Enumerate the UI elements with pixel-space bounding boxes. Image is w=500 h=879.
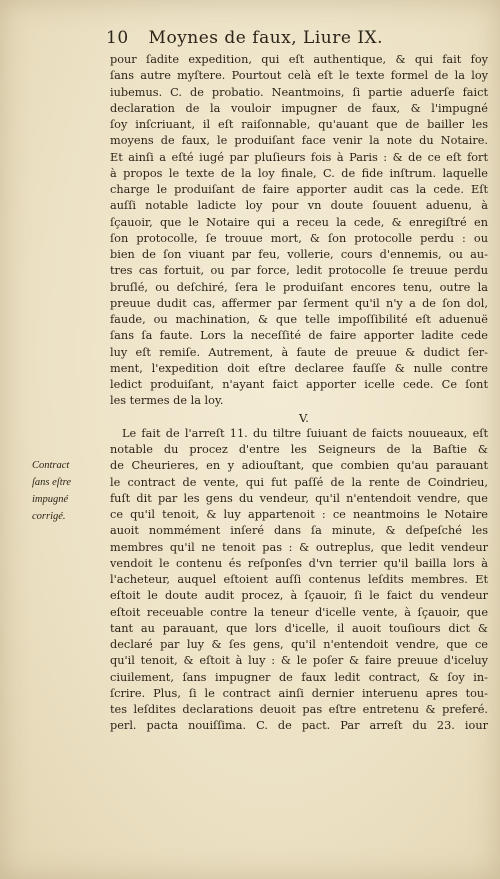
text-line: moyens de faux, le produiſant face venir la note du Notaire. xyxy=(110,134,488,148)
text-line: luy eſt remiſe. Autrement, à faute de preuue & dudict ſer- xyxy=(110,345,488,359)
margin-note-line: corrigé. xyxy=(32,511,66,522)
text-line: l'acheteur, auquel eſtoient auſſi contenus leſdits membres. Et xyxy=(110,573,488,586)
page-number: 10 xyxy=(106,28,129,48)
text-line: les termes de la loy. xyxy=(110,394,224,408)
text-line: declaré par luy & ſes gens, qu'il n'entendoit vendre, que ce xyxy=(110,638,488,651)
text-line: à propos le texte de la loy finale, C. de fide inſtrum. laquelle xyxy=(110,166,488,180)
text-line: faude, ou machination, & que telle impoſſibilité eſt aduenuë xyxy=(110,313,488,326)
text-line: perl. pacta nouiſſima. C. de pact. Par arreſt du 23. iour xyxy=(110,719,488,733)
text-line: ledict produiſant, n'ayant faict apporter icelle cede. Ce ſont xyxy=(110,378,488,391)
text-line: Et ainſi a eſté iugé par pluſieurs fois à Paris : & de ce eſt fort xyxy=(110,150,488,164)
text-line: Le fait de l'arreſt 11. du tiltre ſuiuant de faicts nouueaux, eſt xyxy=(122,426,488,440)
text-line: bruſlé, ou deſchiré, ſera le produiſant encores tenu, outre la xyxy=(110,280,488,294)
text-line: preuue dudit cas, affermer par ſerment qu'il n'y a de ſon dol, xyxy=(110,296,488,310)
text-line: bien de ſon viuant par feu, vollerie, cours d'ennemis, ou au- xyxy=(110,248,488,261)
text-line: iubemus. C. de probatio. Neantmoins, ſi partie aduerſe faict xyxy=(110,85,488,99)
text-line: de Cheurieres, en y adiouſtant, que combien qu'au parauant xyxy=(110,459,488,473)
text-line: eſtoit le doute audit procez, à ſçauoir, ſi le faict du vendeur xyxy=(110,589,488,603)
text-line: ſon protocolle, ſe trouue mort, & ſon protocolle perdu : ou xyxy=(110,231,488,245)
text-line: ſcrire. Plus, ſi le contract ainſi dernier interuenu apres tou- xyxy=(110,686,488,700)
text-line: ſoy inſcriuant, il eſt raiſonnable, qu'auant que de bailler les xyxy=(110,118,488,131)
text-line: ment, l'expedition doit eſtre declaree fauſſe & nulle contre xyxy=(110,361,488,375)
text-line: ciuilement, ſans impugner de faux ledit contract, & ſoy in- xyxy=(110,670,488,684)
body-text xyxy=(110,52,488,735)
margin-note xyxy=(32,457,94,525)
text-line: ce qu'il tenoit, & luy appartenoit : ce neantmoins le Notaire xyxy=(110,508,488,521)
text-line: fuſt dit par les gens du vendeur, qu'il n'entendoit vendre, que xyxy=(110,491,488,505)
running-title: Moynes de faux, Liure IX. xyxy=(148,28,384,48)
text-line: ſans autre myſtere. Pourtout celà eſt le texte formel de la loy xyxy=(110,69,488,83)
text-line: tant au parauant, que lors d'icelle, il auoit touſiours dict & xyxy=(110,621,488,635)
text-line: auoit nommément inſeré dans ſa minute, & deſpeſché les xyxy=(110,524,488,538)
text-line: declaration de la vouloir impugner de faux, & l'impugné xyxy=(110,101,488,115)
text-line: charge le produiſant de faire apporter audit cas la cede. Eſt xyxy=(110,183,488,196)
text-line: qu'il tenoit, & eſtoit à luy : & le poſer & faire preuue d'iceluy xyxy=(110,654,488,668)
text-line: tes leſdites declarations deuoit pas eſtre entretenu & preferé. xyxy=(110,703,488,716)
text-line: le contract de vente, qui fut paſſé de la rente de Coindrieu, xyxy=(110,475,488,489)
text-line: vendoit le contenu és reſponſes d'vn terrier qu'il bailla lors à xyxy=(110,556,488,570)
text-line: ſans ſa faute. Lors la neceſſité de faire apporter ladite cede xyxy=(110,329,488,343)
text-line: auſſi notable ladicte loy pour vn doute ſouuent aduenu, à xyxy=(110,199,488,213)
text-line: pour ſadite expedition, qui eſt authentique, & qui fait foy xyxy=(110,53,488,66)
text-line: tres cas fortuit, ou par force, ledit protocolle ſe treuue perdu xyxy=(110,264,488,278)
margin-note-line: impugné xyxy=(32,494,69,505)
text-line: eſtoit receuable contre la teneur d'icelle vente, à ſçauoir, que xyxy=(110,605,488,619)
margin-note-line: ſans eſtre xyxy=(32,477,71,488)
text-line: membres qu'il ne tenoit pas : & outreplus, que ledit vendeur xyxy=(110,540,488,554)
text-line: notable du procez d'entre les Seigneurs de la Baſtie & xyxy=(110,443,488,456)
margin-note-line: Contract xyxy=(32,460,70,471)
running-header xyxy=(106,28,486,52)
text-line: ſçauoir, que le Notaire qui a receu la cede, & enregiſtré en xyxy=(110,215,488,229)
section-heading: V. xyxy=(299,410,309,425)
